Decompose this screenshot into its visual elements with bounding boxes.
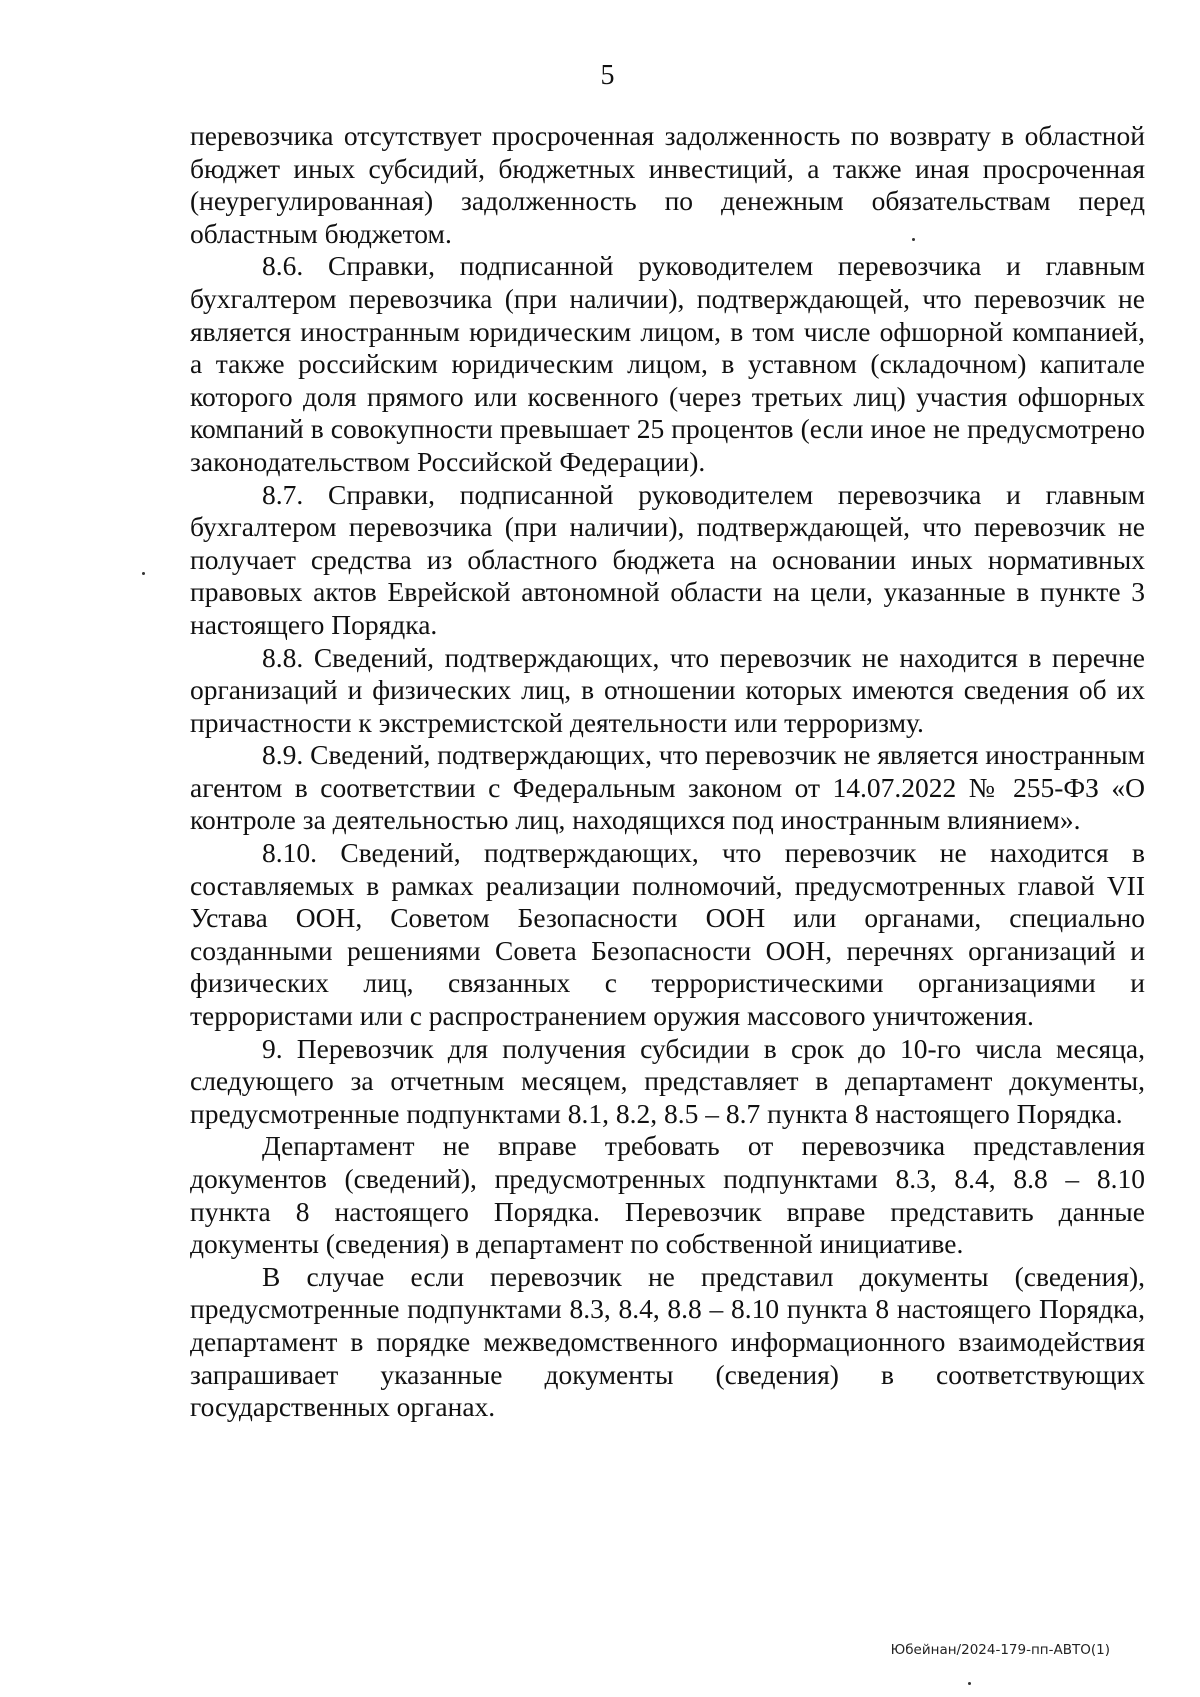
- paragraph-9: 9. Перевозчик для получения субсидии в срок до 10-го числа месяца, следующего за отчетным месяцем, представляет в департамент документы, предусмотренные подпунктами 8.1, 8.2, 8.5 – 8.7 пункта 8 настоящего Порядка.: [190, 1032, 1145, 1129]
- page-number: 5: [600, 60, 615, 91]
- paragraph-8-7: 8.7. Справки, подписанной руководителем перевозчика и главным бухгалтером перевозчика (при наличии), подтверждающей, что перевозчик не получает средства из областного бюджета на основании иных нормативных правовых актов Еврейской автономной области на цели, указанные в пункте 3 настоящего Порядка.: [190, 478, 1145, 640]
- scan-speck: [142, 572, 145, 575]
- paragraph-8-8: 8.8. Сведений, подтверждающих, что перевозчик не находится в перечне организаций и физических лиц, в отношении которых имеются сведения об их причастности к экстремистской деятельности или терроризму.: [190, 641, 1145, 738]
- paragraph-interagency: В случае если перевозчик не представил документы (сведения), предусмотренные подпунктами 8.3, 8.4, 8.8 – 8.10 пункта 8 настоящего Порядка, департамент в порядке межведомственного информационного взаимодействия запрашивает указанные документы (сведения) в соответствующих государственных органах.: [190, 1260, 1145, 1423]
- scan-speck: [912, 238, 915, 241]
- paragraph-continuation: перевозчика отсутствует просроченная задолженность по возврату в областной бюджет иных субсидий, бюджетных инвестиций, а также иная просроченная (неурегулированная) задолженность по денежным обязательствам перед областным бюджетом.: [190, 120, 1145, 249]
- paragraph-department: Департамент не вправе требовать от перевозчика представления документов (сведений), предусмотренных подпунктами 8.3, 8.4, 8.8 – 8.10 пункта 8 настоящего Порядка. Перевозчик вправе представить данные документы (сведения) в департамент по собственной инициативе.: [190, 1130, 1145, 1260]
- paragraph-8-6: 8.6. Справки, подписанной руководителем перевозчика и главным бухгалтером перевозчика (при наличии), подтверждающей, что перевозчик не является иностранным юридическим лицом, в том числе офшорной компанией, а также российским юридическим лицом, в уставном (складочном) капитале которого доля прямого или косвенного (через третьих лиц) участия офшорных компаний в совокупности превышает 25 процентов (если иное не предусмотрено законодательством Российской Федерации).: [190, 250, 1145, 477]
- scan-speck: [968, 1682, 971, 1685]
- document-body: [190, 120, 1145, 1424]
- document-code: Юбейнан/2024-179-пп-АВТО(1): [890, 1642, 1110, 1658]
- paragraph-8-10: 8.10. Сведений, подтверждающих, что перевозчик не находится в составляемых в рамках реализации полномочий, предусмотренных главой VII Устава ООН, Советом Безопасности ООН или органами, специально созданными решениями Совета Безопасности ООН, перечнях организаций и физических лиц, связанных с террористическими организациями и террористами или с распространением оружия массового уничтожения.: [190, 837, 1145, 1032]
- paragraph-8-9: 8.9. Сведений, подтверждающих, что перевозчик не является иностранным агентом в соответствии с Федеральным законом от 14.07.2022 № 255-ФЗ «О контроле за деятельностью лиц, находящихся под иностранным влиянием».: [190, 739, 1145, 836]
